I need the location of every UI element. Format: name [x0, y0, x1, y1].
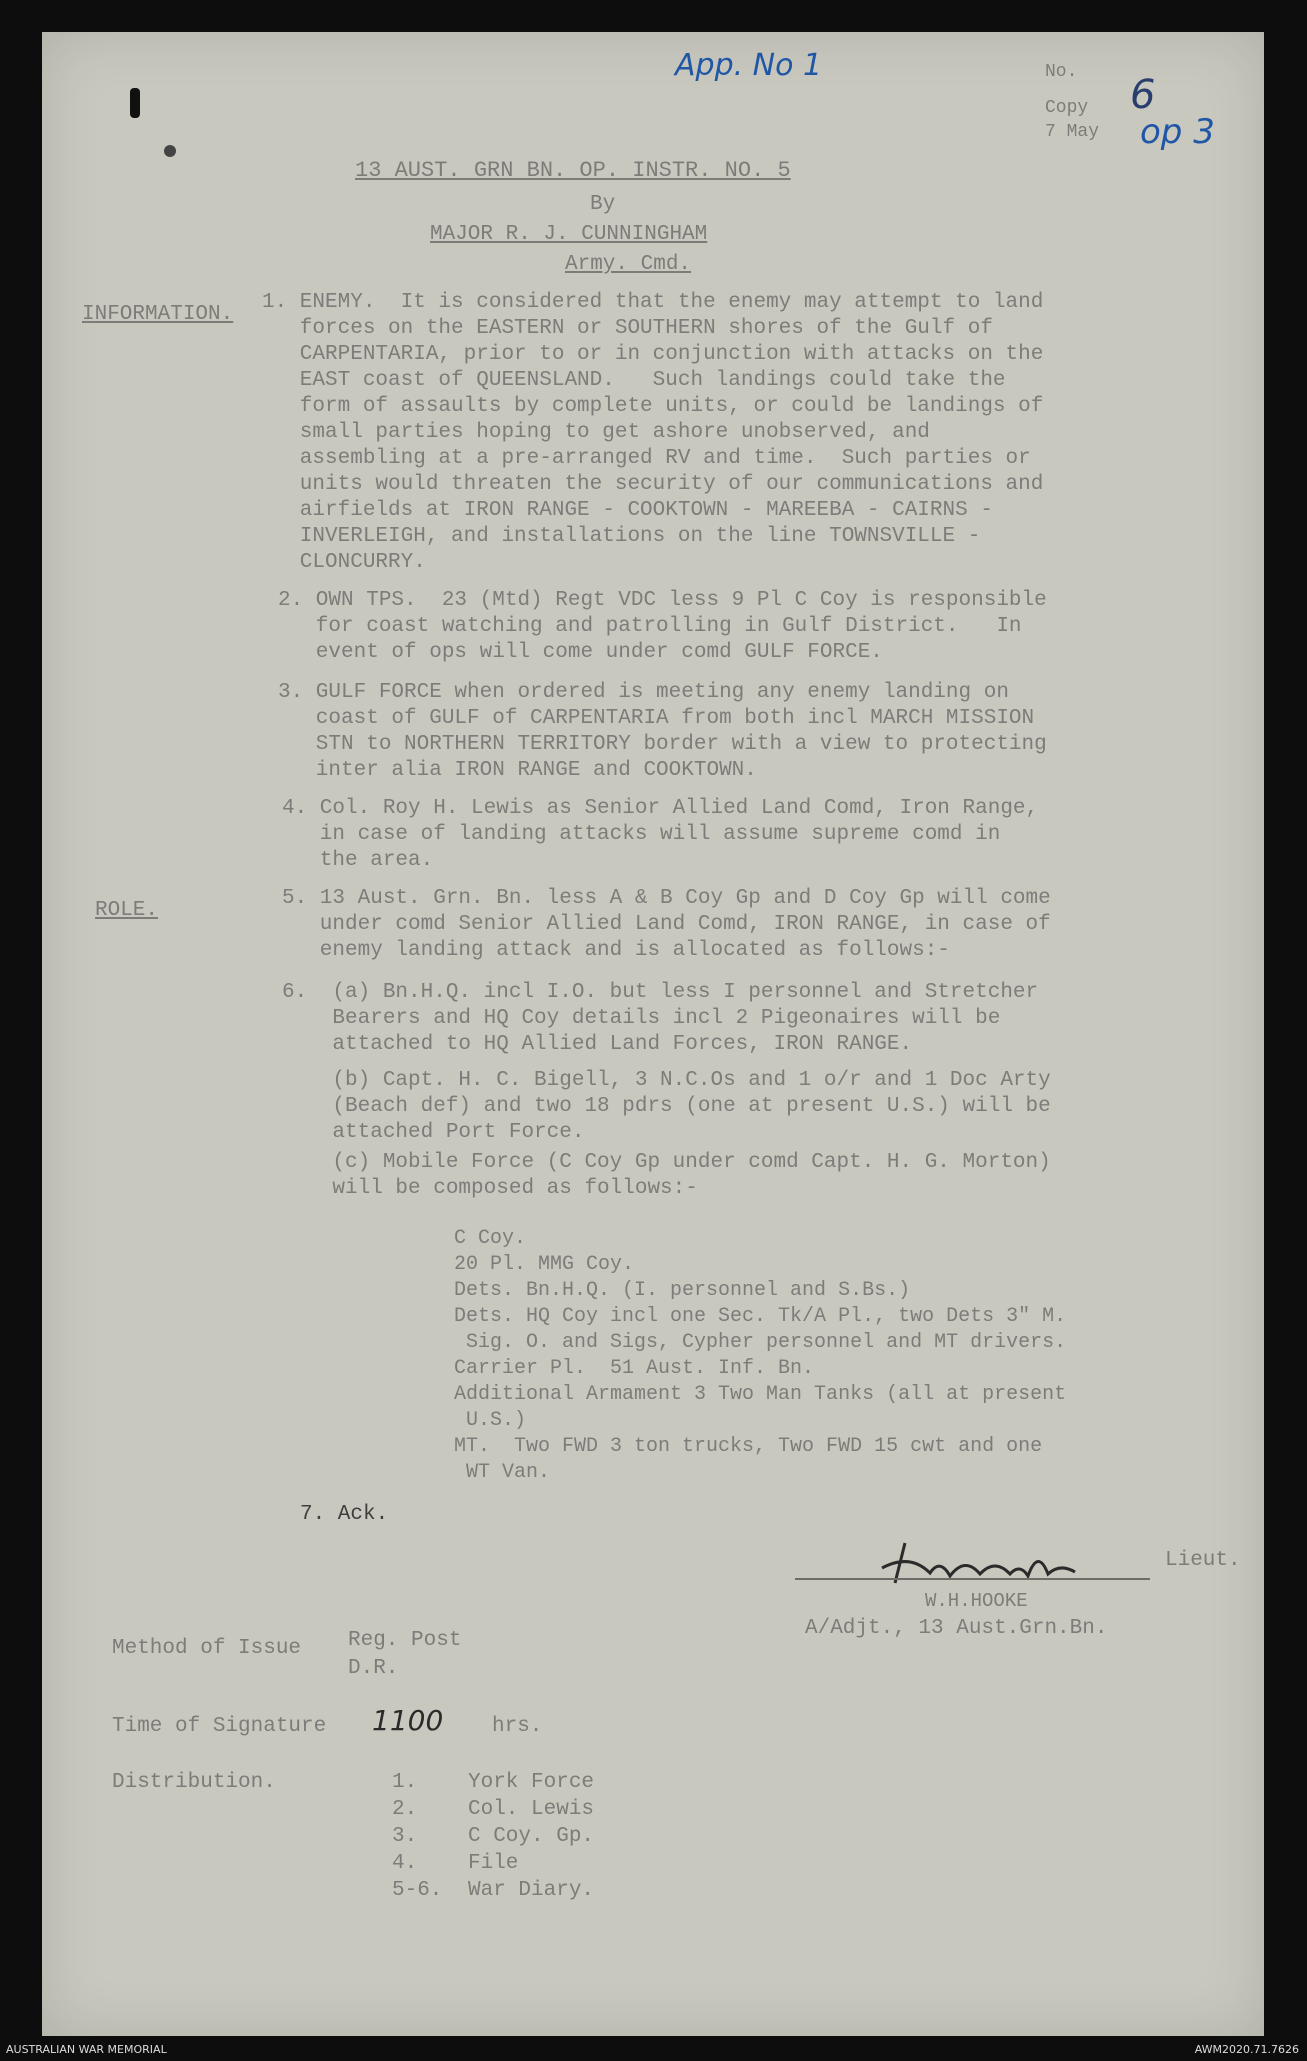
copy-label: Copy	[1045, 98, 1089, 118]
text-line: Dets. HQ Coy incl one Sec. Tk/A Pl., two Dets 3" M.	[454, 1305, 1067, 1328]
text-line: enemy landing attack and is allocated as follows:-	[282, 939, 950, 962]
text-line: 5. 13 Aust. Grn. Bn. less A & B Coy Gp and D Coy Gp will come	[282, 887, 1051, 910]
paragraph-4	[282, 796, 1038, 874]
text-line: MT. Two FWD 3 ton trucks, Two FWD 15 cwt and one	[454, 1435, 1043, 1458]
text-line: will be composed as follows:-	[282, 1177, 698, 1200]
text-line: airfields at IRON RANGE - COOKTOWN - MAREEBA - CAIRNS -	[262, 499, 993, 522]
paragraph-3	[278, 680, 1047, 784]
hole-punch-mark	[164, 145, 176, 157]
hole-punch-mark	[130, 88, 140, 118]
title-commander: MAJOR R. J. CUNNINGHAM	[430, 223, 708, 246]
distribution-number: 4.	[392, 1852, 418, 1875]
handwritten-app-ref: App. No 1	[675, 48, 823, 83]
text-line: (b) Capt. H. C. Bigell, 3 N.C.Os and 1 o/r and 1 Doc Arty	[282, 1069, 1051, 1092]
method-of-issue-label: Method of Issue	[112, 1637, 302, 1660]
distribution-number: 2.	[392, 1798, 418, 1821]
signatory-name: W.H.HOOKE	[925, 1590, 1028, 1612]
text-line: STN to NORTHERN TERRITORY border with a view to protecting	[278, 733, 1047, 756]
text-line: inter alia IRON RANGE and COOKTOWN.	[278, 759, 757, 782]
distribution-recipient: York Force	[468, 1771, 595, 1794]
title-command: Army. Cmd.	[565, 253, 692, 276]
method-of-issue-value: D.R.	[348, 1657, 399, 1680]
text-line: WT Van.	[454, 1461, 551, 1484]
mobile-force-list	[454, 1226, 1066, 1486]
section-information: INFORMATION.	[82, 303, 234, 326]
text-line: (Beach def) and two 18 pdrs (one at present U.S.) will be	[282, 1095, 1051, 1118]
distribution-recipient: Col. Lewis	[468, 1798, 595, 1821]
copy-no-label: No.	[1045, 62, 1078, 82]
text-line: Dets. Bn.H.Q. (I. personnel and S.Bs.)	[454, 1279, 911, 1302]
time-hrs-label: hrs.	[492, 1715, 543, 1738]
text-line: coast of GULF of CARPENTARIA from both incl MARCH MISSION	[278, 707, 1035, 730]
paragraph-2	[278, 588, 1047, 666]
text-line: small parties hoping to get ashore unobserved, and	[262, 421, 930, 444]
text-line: C Coy.	[454, 1227, 527, 1250]
paragraph-6c	[282, 1150, 1051, 1202]
order-title: 13 AUST. GRN BN. OP. INSTR. NO. 5	[355, 158, 791, 183]
text-line: CARPENTARIA, prior to or in conjunction with attacks on the	[262, 343, 1044, 366]
text-line: Bearers and HQ Coy details incl 2 Pigeonaires will be	[282, 1007, 1001, 1030]
paragraph-7: 7. Ack.	[300, 1503, 389, 1526]
signatory-appointment: A/Adjt., 13 Aust.Grn.Bn.	[805, 1617, 1108, 1640]
footer-source: AUSTRALIAN WAR MEMORIAL	[6, 2043, 167, 2056]
distribution-label: Distribution.	[112, 1771, 276, 1794]
distribution-recipient: War Diary.	[468, 1879, 595, 1902]
text-line: for coast watching and patrolling in Gulf District. In	[278, 615, 1022, 638]
distribution-recipient: File	[468, 1852, 519, 1875]
text-line: Carrier Pl. 51 Aust. Inf. Bn.	[454, 1357, 815, 1380]
date-label: 7 May	[1045, 122, 1100, 142]
text-line: CLONCURRY.	[262, 551, 426, 574]
text-line: forces on the EASTERN or SOUTHERN shores of the Gulf of	[262, 317, 993, 340]
distribution-number: 5-6.	[392, 1879, 443, 1902]
method-of-issue-value: Reg. Post	[348, 1629, 462, 1652]
text-line: Sig. O. and Sigs, Cypher personnel and MT drivers.	[454, 1331, 1067, 1354]
text-line: 20 Pl. MMG Coy.	[454, 1253, 635, 1276]
time-of-signature-label: Time of Signature	[112, 1715, 327, 1738]
text-line: in case of landing attacks will assume supreme comd in	[282, 823, 1001, 846]
text-line: assembling at a pre-arranged RV and time. Such parties or	[262, 447, 1031, 470]
section-role: ROLE.	[95, 899, 159, 922]
handwritten-signature-time: 1100	[372, 1704, 444, 1737]
signature-line	[795, 1578, 1150, 1580]
text-line: attached Port Force.	[282, 1121, 585, 1144]
paragraph-1	[262, 290, 1043, 576]
text-line: EAST coast of QUEENSLAND. Such landings could take the	[262, 369, 1006, 392]
distribution-number: 1.	[392, 1771, 418, 1794]
text-line: form of assaults by complete units, or could be landings of	[262, 395, 1044, 418]
title-by: By	[590, 193, 616, 216]
text-line: (c) Mobile Force (C Coy Gp under comd Capt. H. G. Morton)	[282, 1151, 1051, 1174]
handwritten-op-ref: op 3	[1140, 112, 1215, 152]
text-line: units would threaten the security of our communications and	[262, 473, 1044, 496]
paragraph-5	[282, 886, 1051, 964]
paragraph-6a	[282, 980, 1038, 1058]
text-line: 2. OWN TPS. 23 (Mtd) Regt VDC less 9 Pl C Coy is responsible	[278, 589, 1047, 612]
text-line: INVERLEIGH, and installations on the line TOWNSVILLE -	[262, 525, 981, 548]
handwritten-copy-number: 6	[1130, 72, 1156, 118]
footer-accession: AWM2020.71.7626	[1194, 2043, 1299, 2056]
paragraph-6b	[282, 1068, 1051, 1146]
text-line: the area.	[282, 849, 434, 872]
distribution-number: 3.	[392, 1825, 418, 1848]
text-line: event of ops will come under comd GULF FORCE.	[278, 641, 883, 664]
text-line: under comd Senior Allied Land Comd, IRON RANGE, in case of	[282, 913, 1051, 936]
text-line: 1. ENEMY. It is considered that the enemy may attempt to land	[262, 291, 1044, 314]
text-line: 3. GULF FORCE when ordered is meeting any enemy landing on	[278, 681, 1009, 704]
text-line: 4. Col. Roy H. Lewis as Senior Allied Land Comd, Iron Range,	[282, 797, 1039, 820]
text-line: 6. (a) Bn.H.Q. incl I.O. but less I personnel and Stretcher	[282, 981, 1039, 1004]
text-line: Additional Armament 3 Two Man Tanks (all at present	[454, 1383, 1067, 1406]
signatory-rank: Lieut.	[1165, 1549, 1241, 1572]
text-line: U.S.)	[454, 1409, 527, 1432]
text-line: attached to HQ Allied Land Forces, IRON RANGE.	[282, 1033, 913, 1056]
distribution-recipient: C Coy. Gp.	[468, 1825, 595, 1848]
